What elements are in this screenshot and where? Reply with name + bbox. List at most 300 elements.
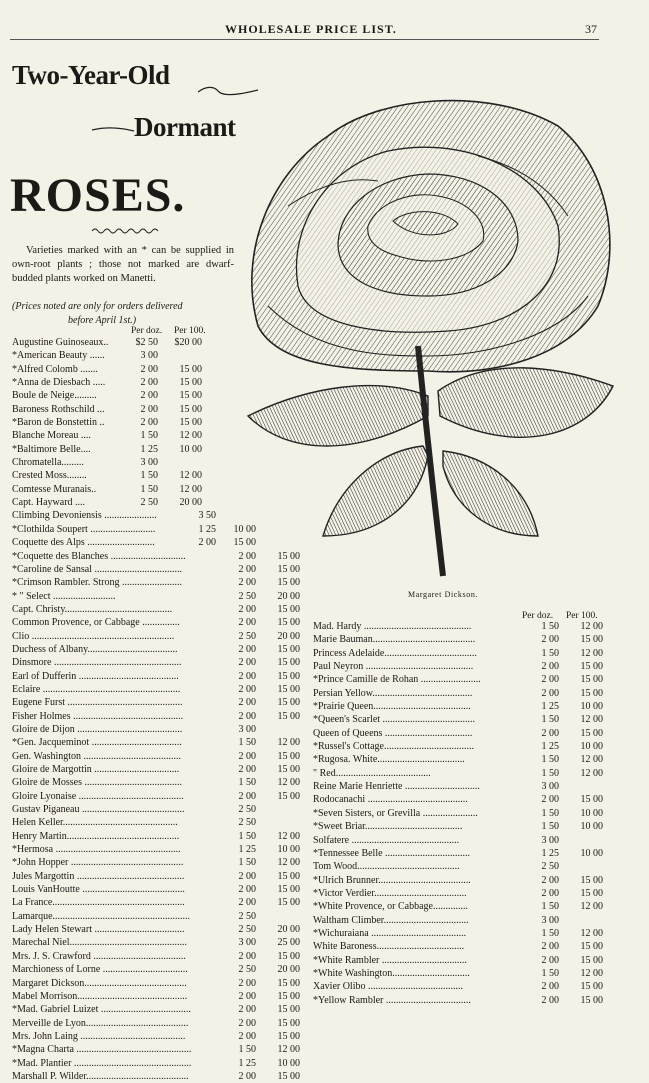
- price-per-hundred: 15 00: [580, 887, 603, 899]
- rose-variety-name: *Prince Camille de Rohan ........................: [313, 674, 481, 686]
- price-per-dozen: 2 00: [238, 990, 256, 1002]
- price-per-dozen: 1 50: [541, 767, 559, 779]
- heading-line-1: Two-Year-Old: [12, 60, 170, 90]
- price-per-hundred: 10 00: [233, 523, 256, 535]
- price-per-hundred: 12 00: [580, 647, 603, 659]
- price-row: [313, 900, 603, 913]
- price-per-dozen: 1 50: [541, 647, 559, 659]
- rose-variety-name: Lamarque.......................................................: [12, 910, 191, 922]
- price-per-dozen: 2 00: [541, 981, 559, 993]
- price-row: [12, 603, 312, 616]
- price-per-dozen: 2 00: [238, 643, 256, 655]
- price-per-dozen: 2 00: [238, 563, 256, 575]
- price-per-hundred: 15 00: [277, 750, 300, 762]
- price-per-hundred: 15 00: [179, 403, 202, 415]
- rose-variety-name: *Mad. Gabriel Luizet ....................................: [12, 1004, 191, 1016]
- price-row: [12, 896, 312, 909]
- rose-variety-name: *Alfred Colomb .......: [12, 363, 98, 375]
- price-per-dozen: 1 25: [541, 701, 559, 713]
- rose-variety-name: *White Provence, or Cabbage..............: [313, 901, 468, 913]
- rose-variety-name: *Magna Charta ..............................................: [12, 1044, 192, 1056]
- price-per-dozen: 2 00: [238, 750, 256, 762]
- rose-variety-name: *Yellow Rambler ..................................: [313, 994, 471, 1006]
- price-per-hundred: 15 00: [233, 537, 256, 549]
- price-row: [313, 700, 603, 713]
- price-per-dozen: 2 00: [541, 941, 559, 953]
- rose-variety-name: Duchess of Albany....................................: [12, 643, 178, 655]
- price-row: [313, 927, 603, 940]
- price-row: [313, 753, 603, 766]
- price-per-hundred: 15 00: [277, 603, 300, 615]
- rose-variety-name: Princess Adelaide.....................................: [313, 647, 477, 659]
- price-per-hundred: 12 00: [179, 483, 202, 495]
- price-per-dozen: 2 00: [238, 884, 256, 896]
- price-per-dozen: 3 50: [198, 510, 216, 522]
- price-per-dozen: 3 00: [541, 834, 559, 846]
- price-per-dozen: $2 50: [135, 337, 158, 348]
- rose-variety-name: Comtesse Muranais..: [12, 483, 97, 495]
- price-per-hundred: 20 00: [277, 630, 300, 642]
- price-per-hundred: 12 00: [580, 621, 603, 632]
- rose-variety-name: Mrs. J. S. Crawford .....................................: [12, 950, 186, 962]
- price-row: [12, 816, 312, 829]
- price-per-dozen: 1 50: [140, 483, 158, 495]
- price-per-hundred: 15 00: [277, 884, 300, 896]
- price-per-hundred: 10 00: [580, 807, 603, 819]
- price-per-dozen: 2 00: [238, 603, 256, 615]
- price-per-dozen: 2 00: [238, 710, 256, 722]
- rose-variety-name: Solfatere ...........................................: [313, 834, 460, 846]
- price-per-hundred: 15 00: [277, 897, 300, 909]
- rose-illustration: [228, 56, 628, 586]
- rose-variety-name: Queen of Queens ...................................: [313, 727, 473, 739]
- price-per-hundred: 15 00: [277, 870, 300, 882]
- price-per-dozen: 2 00: [198, 537, 216, 549]
- price-row: [12, 670, 312, 683]
- price-per-dozen: 1 25: [140, 443, 158, 455]
- price-per-hundred: 12 00: [277, 737, 300, 749]
- price-per-dozen: 2 00: [238, 1030, 256, 1042]
- price-per-hundred: 12 00: [580, 714, 603, 726]
- price-per-hundred: 12 00: [277, 1044, 300, 1056]
- price-per-dozen: 1 50: [238, 830, 256, 842]
- price-per-dozen: 2 50: [140, 497, 158, 509]
- price-per-dozen: 3 00: [140, 457, 158, 469]
- price-per-hundred: 15 00: [580, 661, 603, 673]
- price-per-dozen: 2 00: [238, 897, 256, 909]
- rose-variety-name: Climbing Devoniensis .....................: [12, 510, 157, 522]
- price-per-dozen: 2 00: [238, 790, 256, 802]
- price-per-hundred: 10 00: [580, 741, 603, 753]
- price-row: [313, 847, 603, 860]
- price-row: [313, 793, 603, 806]
- right-col-header-doz: Per doz.: [522, 611, 554, 621]
- rose-variety-name: Reine Marie Henriette ..............................: [313, 781, 480, 793]
- price-per-dozen: 1 50: [140, 430, 158, 442]
- price-per-dozen: 1 25: [238, 1057, 256, 1069]
- rose-variety-name: Marechal Niel...............................................: [12, 937, 187, 949]
- price-per-dozen: 1 50: [541, 714, 559, 726]
- rose-variety-name: Gloire Lyonaise ..........................................: [12, 790, 184, 802]
- price-per-dozen: 2 50: [238, 804, 256, 816]
- price-per-hundred: 15 00: [277, 657, 300, 669]
- rose-variety-name: White Baroness...................................: [313, 941, 465, 953]
- price-per-dozen: 2 00: [541, 661, 559, 673]
- price-row: [313, 820, 603, 833]
- price-per-dozen: 1 50: [238, 1044, 256, 1056]
- price-row: [12, 977, 312, 990]
- price-row: [12, 763, 312, 776]
- price-row: [313, 807, 603, 820]
- main-heading: ROSES.: [10, 169, 186, 222]
- price-per-hundred: 15 00: [179, 363, 202, 375]
- price-per-hundred: 10 00: [277, 1057, 300, 1069]
- rose-variety-name: *Gen. Jacqueminot ....................................: [12, 737, 182, 749]
- price-per-dozen: 2 00: [238, 1070, 256, 1082]
- price-row: [12, 936, 312, 949]
- price-per-hundred: 15 00: [179, 417, 202, 429]
- price-per-dozen: 2 00: [238, 697, 256, 709]
- price-per-dozen: 2 50: [238, 630, 256, 642]
- price-per-dozen: 1 25: [238, 844, 256, 856]
- rose-variety-name: " Red......................................: [313, 767, 431, 779]
- rose-variety-name: Gustav Piganeau .........................................: [12, 804, 185, 816]
- price-per-dozen: 2 00: [541, 954, 559, 966]
- price-row: [12, 630, 312, 643]
- price-row: [313, 914, 603, 927]
- rose-variety-name: *Sweet Briar.......................................: [313, 821, 463, 833]
- price-row: [313, 954, 603, 967]
- price-per-hundred: 10 00: [580, 701, 603, 713]
- rose-variety-name: Clio .........................................................: [12, 630, 175, 642]
- price-per-dozen: 2 00: [140, 363, 158, 375]
- price-per-dozen: 2 50: [238, 964, 256, 976]
- price-per-hundred: 15 00: [580, 874, 603, 886]
- price-row: [12, 830, 312, 843]
- price-row: [12, 790, 312, 803]
- price-per-dozen: 2 00: [238, 764, 256, 775]
- price-note-line-2: before April 1st.): [68, 315, 137, 326]
- price-per-hundred: 15 00: [277, 577, 300, 589]
- price-per-hundred: 15 00: [580, 794, 603, 806]
- rose-variety-name: Earl of Dufferin ........................................: [12, 670, 179, 682]
- left-col-header-100: Per 100.: [174, 326, 206, 336]
- rose-variety-name: *Hermosa ..................................................: [12, 844, 181, 856]
- price-row: [12, 803, 312, 816]
- price-per-dozen: 1 25: [541, 741, 559, 753]
- price-per-dozen: 2 00: [238, 577, 256, 589]
- price-row: [12, 590, 312, 603]
- rose-variety-name: Baroness Rothschild ...: [12, 403, 105, 415]
- rose-variety-name: * " Select .........................: [12, 590, 116, 602]
- running-title: WHOLESALE PRICE LIST.: [225, 22, 397, 36]
- price-row: [12, 910, 312, 923]
- price-per-dozen: 2 00: [238, 617, 256, 629]
- price-per-hundred: 15 00: [277, 764, 300, 775]
- rose-variety-name: Mrs. John Laing ..........................................: [12, 1030, 186, 1042]
- price-per-dozen: 2 00: [541, 794, 559, 806]
- price-per-hundred: 12 00: [277, 857, 300, 869]
- price-per-dozen: 3 00: [541, 914, 559, 926]
- price-per-hundred: 12 00: [179, 430, 202, 442]
- price-per-hundred: 10 00: [580, 821, 603, 833]
- price-row: [313, 860, 603, 873]
- rose-variety-name: Capt. Hayward ....: [12, 497, 86, 509]
- rose-variety-name: Paul Neyron ...........................................: [313, 661, 474, 673]
- price-row: [12, 710, 312, 723]
- price-per-dozen: 1 25: [541, 847, 559, 859]
- price-per-dozen: 2 00: [238, 950, 256, 962]
- price-row: [12, 1017, 312, 1030]
- price-per-dozen: 1 50: [541, 901, 559, 913]
- price-row: [12, 1030, 312, 1043]
- price-per-hundred: 15 00: [580, 674, 603, 686]
- price-per-dozen: 3 00: [238, 723, 256, 735]
- price-per-dozen: 2 00: [238, 657, 256, 669]
- rose-variety-name: *Rugosa. White...................................: [313, 754, 465, 766]
- price-row: [313, 967, 603, 980]
- right-col-header-100: Per 100.: [566, 611, 598, 621]
- rose-variety-name: Henry Martin.............................................: [12, 830, 180, 842]
- illustration-caption: Margaret Dickson.: [408, 590, 479, 599]
- price-row: [12, 1070, 312, 1083]
- price-per-hundred: 15 00: [277, 1070, 300, 1082]
- price-per-hundred: 15 00: [179, 377, 202, 389]
- price-per-hundred: 15 00: [179, 390, 202, 402]
- price-per-dozen: 1 50: [541, 621, 559, 632]
- price-row: [313, 980, 603, 993]
- price-row: [12, 950, 312, 963]
- rose-variety-name: *Anna de Diesbach .....: [12, 377, 106, 389]
- left-col-header-doz: Per doz.: [131, 326, 163, 336]
- price-per-dozen: 2 50: [238, 910, 256, 922]
- price-row: [313, 940, 603, 953]
- rose-variety-name: Gloire de Dijon ..........................................: [12, 723, 183, 735]
- price-per-hundred: 12 00: [580, 754, 603, 766]
- price-row: [313, 767, 603, 780]
- price-row: [313, 673, 603, 686]
- price-per-dozen: 2 50: [238, 590, 256, 602]
- rose-variety-name: Chromatella.........: [12, 457, 84, 469]
- rose-variety-name: Capt. Christy...........................................: [12, 603, 173, 615]
- price-per-hundred: 15 00: [580, 994, 603, 1006]
- price-per-hundred: 15 00: [277, 790, 300, 802]
- price-per-hundred: 12 00: [580, 767, 603, 779]
- rose-variety-name: Mad. Hardy ...........................................: [313, 621, 472, 632]
- price-row: [313, 994, 603, 1007]
- price-per-hundred: 15 00: [580, 941, 603, 953]
- price-row: [12, 736, 312, 749]
- price-per-hundred: 10 00: [277, 844, 300, 856]
- rose-variety-name: *White Washington...............................: [313, 967, 470, 979]
- price-per-dozen: 1 50: [541, 821, 559, 833]
- price-per-hundred: 10 00: [179, 443, 202, 455]
- price-per-hundred: 25 00: [277, 937, 300, 949]
- rose-variety-name: *John Hopper .............................................: [12, 857, 184, 869]
- price-row: [313, 660, 603, 673]
- rose-variety-name: Crested Moss........: [12, 470, 87, 482]
- rose-variety-name: *Baron de Bonstettin ..: [12, 417, 105, 429]
- price-per-hundred: 15 00: [580, 727, 603, 739]
- price-row: [12, 923, 312, 936]
- price-per-dozen: 2 50: [238, 924, 256, 936]
- price-per-dozen: 2 00: [238, 670, 256, 682]
- price-per-dozen: 3 00: [140, 350, 158, 362]
- price-per-hundred: 10 00: [580, 847, 603, 859]
- price-row: [12, 643, 312, 656]
- price-per-hundred: 12 00: [580, 901, 603, 913]
- price-per-hundred: 15 00: [277, 950, 300, 962]
- price-note-line-1: (Prices noted are only for orders delivered: [12, 301, 183, 312]
- price-per-hundred: 15 00: [277, 710, 300, 722]
- price-per-hundred: 15 00: [580, 981, 603, 993]
- rose-variety-name: Eclaire .......................................................: [12, 683, 181, 695]
- price-per-dozen: 2 00: [541, 727, 559, 739]
- rose-variety-name: Persian Yellow........................................: [313, 687, 473, 699]
- rose-variety-name: Marshall P. Wilder.........................................: [12, 1070, 189, 1082]
- price-per-dozen: 2 00: [238, 870, 256, 882]
- rose-variety-name: Rodocanachi ........................................: [313, 794, 468, 806]
- price-row: [313, 834, 603, 847]
- price-per-dozen: 1 25: [198, 523, 216, 535]
- price-per-hundred: 15 00: [277, 977, 300, 989]
- header-rule: [10, 39, 599, 40]
- price-row: [313, 620, 603, 633]
- price-per-dozen: 2 00: [140, 403, 158, 415]
- price-per-dozen: 1 50: [541, 754, 559, 766]
- squiggle-ornament: [90, 226, 160, 236]
- price-per-dozen: 3 00: [238, 937, 256, 949]
- rose-variety-name: Merveille de Lyon.........................................: [12, 1017, 189, 1029]
- price-per-dozen: 1 50: [541, 927, 559, 939]
- price-row: [313, 780, 603, 793]
- rose-variety-name: *Caroline de Sansal ...................................: [12, 563, 182, 575]
- rose-variety-name: Boule de Neige.........: [12, 390, 97, 402]
- price-per-dozen: 1 50: [238, 737, 256, 749]
- price-row: [12, 683, 312, 696]
- price-per-hundred: 15 00: [580, 634, 603, 646]
- rose-variety-name: Gloire de Mosses .......................................: [12, 777, 182, 789]
- price-per-dozen: 2 00: [541, 874, 559, 886]
- rose-variety-name: Gloire de Margottin ..................................: [12, 764, 180, 775]
- price-row: [12, 723, 312, 736]
- rose-variety-name: *Russel's Cottage....................................: [313, 741, 474, 753]
- price-per-dozen: 2 00: [541, 887, 559, 899]
- price-row: [12, 990, 312, 1003]
- price-per-hundred: 15 00: [277, 550, 300, 562]
- price-per-dozen: 1 50: [140, 470, 158, 482]
- price-per-hundred: 15 00: [277, 1017, 300, 1029]
- price-per-hundred: 12 00: [277, 777, 300, 789]
- price-per-hundred: 20 00: [277, 964, 300, 976]
- price-per-hundred: $20 00: [174, 337, 202, 348]
- rose-variety-name: *Wichuraiana ......................................: [313, 927, 467, 939]
- price-per-dozen: 1 50: [541, 807, 559, 819]
- price-per-dozen: 3 00: [541, 781, 559, 793]
- price-row: [12, 843, 312, 856]
- rose-variety-name: Lady Helen Stewart ....................................: [12, 924, 185, 936]
- price-row: [12, 696, 312, 709]
- price-per-hundred: 12 00: [179, 470, 202, 482]
- price-row: [313, 633, 603, 646]
- price-per-dozen: 1 50: [238, 857, 256, 869]
- rose-variety-name: *Ulrich Brunner.....................................: [313, 874, 471, 886]
- price-row: [313, 887, 603, 900]
- price-row: [12, 1057, 312, 1070]
- rose-variety-name: La France.....................................................: [12, 897, 185, 909]
- rose-variety-name: *Seven Sisters, or Grevilla ......................: [313, 807, 478, 819]
- price-per-hundred: 15 00: [580, 954, 603, 966]
- rose-variety-name: *American Beauty ......: [12, 350, 105, 362]
- price-per-dozen: 2 00: [541, 674, 559, 686]
- price-row: [313, 713, 603, 726]
- price-row: [12, 856, 312, 869]
- price-note: [12, 300, 234, 328]
- rose-variety-name: Helen Keller..............................................: [12, 817, 178, 829]
- price-per-hundred: 15 00: [277, 1030, 300, 1042]
- price-row: [313, 727, 603, 740]
- rose-variety-name: Mabel Morrison............................................: [12, 990, 188, 1002]
- price-per-dozen: 2 00: [238, 683, 256, 695]
- price-per-dozen: 2 50: [541, 861, 559, 873]
- price-per-dozen: 2 00: [238, 1004, 256, 1016]
- price-row: [313, 740, 603, 753]
- rose-variety-name: *Tennessee Belle ..................................: [313, 847, 471, 859]
- rose-variety-name: Blanche Moreau ....: [12, 430, 91, 442]
- price-per-hundred: 20 00: [277, 924, 300, 936]
- rose-variety-name: Augustine Guinoseaux..: [12, 337, 109, 348]
- price-row: [12, 963, 312, 976]
- right-price-list: [313, 620, 603, 1007]
- price-per-hundred: 15 00: [277, 683, 300, 695]
- rose-variety-name: Tom Wood.........................................: [313, 861, 460, 873]
- price-row: [313, 687, 603, 700]
- flourish-ornament-2: [90, 124, 136, 136]
- rose-variety-name: *White Rambler ..................................: [313, 954, 467, 966]
- rose-variety-name: Coquette des Alps ...........................: [12, 537, 155, 549]
- rose-variety-name: Eugene Furst ..............................................: [12, 697, 183, 709]
- price-per-dozen: 2 00: [541, 994, 559, 1006]
- price-per-dozen: 2 00: [541, 634, 559, 646]
- rose-variety-name: *Baltimore Belle....: [12, 443, 91, 455]
- price-per-dozen: 1 50: [238, 777, 256, 789]
- price-per-dozen: 2 00: [238, 1017, 256, 1029]
- intro-text: Varieties marked with an * can be supplied in own-root plants ; those not marked are dwarf-budded plants worked on Manetti.: [12, 245, 234, 284]
- price-per-hundred: 15 00: [277, 1004, 300, 1016]
- price-per-dozen: 2 00: [238, 977, 256, 989]
- price-row: [12, 656, 312, 669]
- price-row: [313, 874, 603, 887]
- price-per-hundred: 20 00: [277, 590, 300, 602]
- rose-variety-name: *Victor Verdier.....................................: [313, 887, 467, 899]
- intro-paragraph: [12, 244, 234, 286]
- price-per-hundred: 12 00: [580, 967, 603, 979]
- rose-variety-name: *Queen's Scarlet .....................................: [313, 714, 476, 726]
- rose-variety-name: Gen. Washington .......................................: [12, 750, 182, 762]
- rose-variety-name: *Prairie Queen.......................................: [313, 701, 471, 713]
- price-per-dozen: 2 00: [140, 390, 158, 402]
- price-per-hundred: 15 00: [277, 990, 300, 1002]
- price-per-hundred: 15 00: [277, 643, 300, 655]
- rose-variety-name: Jules Margottin ...........................................: [12, 870, 185, 882]
- page-header: [0, 22, 649, 38]
- page-number: 37: [585, 22, 597, 36]
- rose-variety-name: Marchioness of Lorne ..................................: [12, 964, 188, 976]
- price-row: [12, 1043, 312, 1056]
- rose-variety-name: Waltham Climber..................................: [313, 914, 469, 926]
- price-per-hundred: 15 00: [277, 563, 300, 575]
- rose-variety-name: *Coquette des Blanches ..............................: [12, 550, 186, 562]
